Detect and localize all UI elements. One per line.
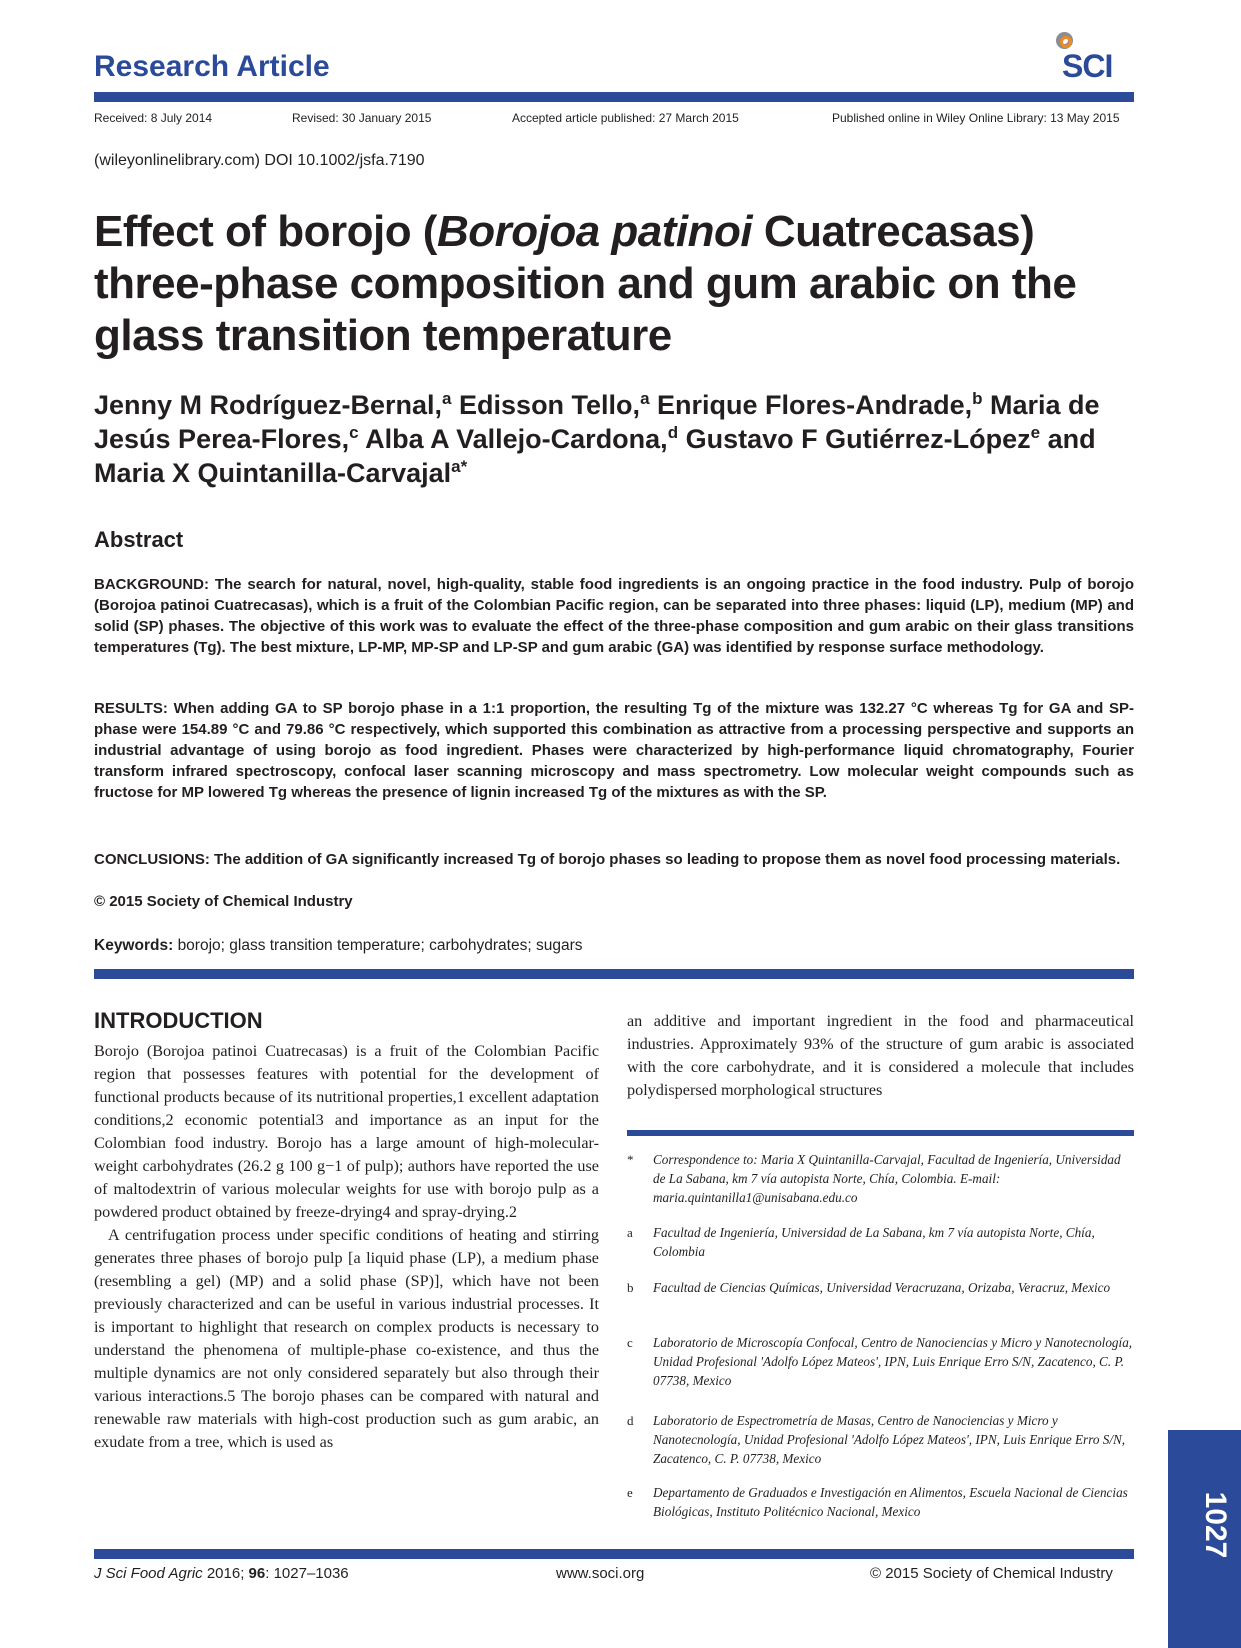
- abstract-results: RESULTS: When adding GA to SP borojo phase in a 1:1 proportion, the resulting Tg of the mixture was 132.27 °C whereas Tg for GA and SP-phase were 154.89 °C and 79.86 °C respectively, which supported this combination as attractive from a processing perspective and supports an industrial advantage of using borojo as food ingredient. Phases were characterized by high-performance liquid chromatography, Fourier transform infrared spectroscopy, confocal laser scanning microscopy and mass spectrometry. Low molecular weight compounds such as fructose for MP lowered Tg whereas the presence of lignin increased Tg of the mixtures as with the SP.: [94, 700, 1134, 801]
- footnote-correspondence: * Correspondence to: Maria X Quintanilla-Carvajal, Facultad de Ingeniería, Universidad de La Sabana, km 7 vía autopista Norte, Chía, Colombia. E-mail: maria.quintanilla1@unisabana.edu.co: [627, 1152, 1121, 1205]
- author: Enrique Flores-Andrade,: [657, 390, 973, 420]
- top-rule: [94, 92, 1134, 102]
- published-date: Published online in Wiley Online Library: 13 May 2015: [832, 111, 1120, 125]
- author: Maria de Jesús Perea-Flores,: [94, 390, 1100, 454]
- website-link[interactable]: www.soci.org: [556, 1565, 645, 1582]
- footnote-a: a Facultad de Ingeniería, Universidad de La Sabana, km 7 vía autopista Norte, Chía, Colombia: [627, 1225, 1095, 1259]
- footnote-rule: [627, 1130, 1134, 1136]
- section-label: Research Article: [94, 50, 330, 83]
- revised-date: Revised: 30 January 2015: [292, 111, 432, 125]
- footnote-c: c Laboratorio de Microscopía Confocal, Centro de Nanociencias y Micro y Nanotecnología, Unidad Profesional 'Adolfo López Mateos', IPN, Luis Enrique Erro S/N, Zacatenco, C. P. 07738, Mexico: [627, 1335, 1133, 1388]
- accepted-date: Accepted article published: 27 March 2015: [512, 111, 739, 125]
- sci-logo: [1054, 28, 1134, 84]
- intro-left-column: [94, 1040, 599, 1454]
- footnote-d: d Laboratorio de Espectrometría de Masas, Centro de Nanociencias y Micro y Nanotecnología, Unidad Profesional 'Adolfo López Mateos', IPN, Luis Enrique Erro S/N, Zacatenco, C. P. 07738, Mexico: [627, 1413, 1126, 1466]
- author: Gustavo F Gutiérrez-López: [685, 424, 1031, 454]
- author: Edisson Tello,: [459, 390, 641, 420]
- footnote-e: e Departamento de Graduados e Investigación en Alimentos, Escuela Nacional de Ciencias Biológicas, Instituto Politécnico Nacional, Mexico: [627, 1485, 1128, 1519]
- page-number: 1027: [1199, 1491, 1232, 1559]
- section-rule: [94, 969, 1134, 979]
- intro-paragraph-2: A centrifugation process under specific conditions of heating and stirring generates three phases of borojo pulp [a liquid phase (LP), a medium phase (resembling a gel) (MP) and a solid phase (SP)], which have not been previously characterized and can be useful in various industrial processes. It is important to highlight that research on complex products is necessary to understand the phenomena of multiple-phase co-existence, and thus the multiple dynamics are not only considered separately but also through their various interactions.5 The borojo phases can be compared with natural and renewable raw materials with high-cost production such as gum arabic, an exudate from a tree, which is used as: [94, 1226, 599, 1451]
- page-number-tab: [1168, 1430, 1241, 1648]
- intro-paragraph-1: Borojo (Borojoa patinoi Cuatrecasas) is a fruit of the Colombian Pacific region that possesses features with potential for the development of functional products because of its nutritional properties,1 excellent adaptation conditions,2 economic potential3 and importance as an input for the Colombian food industry. Borojo has a large amount of high-molecular-weight carbohydrates (26.2 g 100 g−1 of pulp); authors have reported the use of maltodextrin of various molecular weights for use with borojo pulp as a powdered product obtained by freeze-drying4 and spray-drying.2: [94, 1042, 599, 1221]
- journal-citation: J Sci Food Agric 2016; 96: 1027–1036: [94, 1565, 349, 1582]
- doi: (wileyonlinelibrary.com) DOI 10.1002/jsfa.7190: [94, 152, 425, 169]
- abstract-heading: Abstract: [94, 527, 184, 552]
- footer-copyright: © 2015 Society of Chemical Industry: [870, 1565, 1113, 1582]
- footer-rule: [94, 1549, 1134, 1559]
- author: and Maria X Quintanilla-Carvajal: [94, 424, 1096, 488]
- intro-right-column: an additive and important ingredient in the food and pharmaceutical industries. Approximately 93% of the structure of gum arabic is associated with the core carbohydrate, and it is considered a molecule that includes polydispersed morphological structures: [627, 1012, 1134, 1099]
- intro-heading: INTRODUCTION: [94, 1008, 263, 1033]
- received-date: Received: 8 July 2014: [94, 111, 213, 125]
- article-title: Effect of borojo (Borojoa patinoi Cuatrecasas) three-phase composition and gum arabic on the glass transition temperature: [94, 207, 1077, 360]
- author: Jenny M Rodríguez-Bernal,: [94, 390, 443, 420]
- logo-text: SCI: [1062, 48, 1113, 84]
- keywords: Keywords: borojo; glass transition temperature; carbohydrates; sugars: [94, 937, 583, 954]
- abstract-conclusions: CONCLUSIONS: The addition of GA significantly increased Tg of borojo phases so leading to propose them as novel food processing materials.: [94, 851, 1121, 868]
- abstract-copyright: © 2015 Society of Chemical Industry: [94, 893, 353, 910]
- logo-ring-inner-icon: [1060, 36, 1072, 48]
- author: Alba A Vallejo-Cardona,: [365, 424, 668, 454]
- author-list: Jenny M Rodríguez-Bernal,$^a$ Edisson Tello,$^a$ Enrique Flores-Andrade,$^b$ Maria de Jesús Perea-Flores,$^c$ Alba A Vallejo-Cardona,$^d$ Gustavo F Gutiérrez-López$^e$ and Maria X Quintanilla-Carvajal$^{a*}$: [94, 389, 1100, 488]
- abstract-background: BACKGROUND: The search for natural, novel, high-quality, stable food ingredients is an ongoing practice in the food industry. Pulp of borojo (Borojoa patinoi Cuatrecasas), which is a fruit of the Colombian Pacific region, can be separated into three phases: liquid (LP), medium (MP) and solid (SP) phases. The objective of this work was to evaluate the effect of the three-phase composition and gum arabic on their glass transitions temperatures (Tg). The best mixture, LP-MP, MP-SP and LP-SP and gum arabic (GA) was identified by response surface methodology.: [94, 576, 1134, 656]
- footnote-b: b Facultad de Ciencias Químicas, Universidad Veracruzana, Orizaba, Veracruz, Mexico: [627, 1280, 1111, 1295]
